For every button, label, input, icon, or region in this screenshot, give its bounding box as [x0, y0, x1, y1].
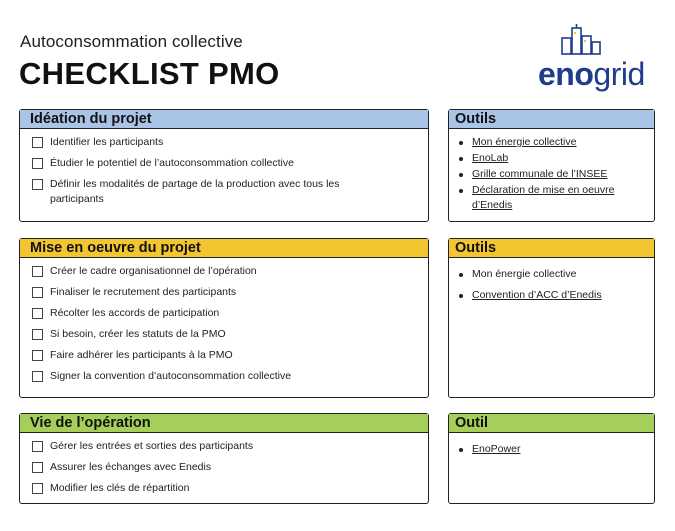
tool-item — [457, 167, 654, 182]
checklist-item-label: Faire adhérer les participants à la PMO — [50, 349, 233, 361]
checklist-item — [32, 264, 428, 279]
checklist-item-label: Finaliser le recrutement des participants — [50, 286, 237, 298]
bullet-icon — [459, 294, 463, 298]
checkbox[interactable] — [32, 137, 43, 148]
tools-title: Outils — [449, 239, 654, 258]
logo-wordmark — [538, 58, 645, 90]
bullet-icon — [459, 173, 463, 177]
checklist-item — [32, 135, 428, 150]
checklist-item-label: Créer le cadre organisationnel de l’opération — [50, 265, 257, 277]
checklist-item — [32, 481, 428, 496]
logo-eno: eno — [538, 56, 594, 92]
checkbox[interactable] — [32, 483, 43, 494]
tool-link[interactable]: EnoLab — [472, 152, 509, 164]
checkbox[interactable] — [32, 329, 43, 340]
checkbox[interactable] — [32, 158, 43, 169]
checklist-item-label: Assurer les échanges avec Enedis — [50, 461, 212, 473]
tool-link[interactable]: Grille communale de l’INSEE — [472, 168, 608, 180]
tool-link[interactable]: EnoPower — [472, 443, 521, 455]
logo-grid: grid — [593, 56, 645, 92]
tool-item — [457, 442, 654, 457]
enogrid-logo — [538, 24, 660, 96]
checklist-item-label: Définir les modalités de partage de la production avec tous les participants — [50, 178, 340, 205]
tool-label: Mon énergie collective — [472, 268, 577, 280]
bullet-icon — [459, 189, 463, 193]
section-title: Mise en oeuvre du projet — [20, 239, 428, 258]
tools-list — [449, 129, 654, 213]
tool-link[interactable]: Déclaration de mise en oeuvre d’Enedis — [472, 184, 615, 211]
checklist-item — [32, 439, 428, 454]
checklist-item — [32, 327, 428, 342]
checkbox[interactable] — [32, 179, 43, 190]
tool-item — [457, 267, 654, 282]
section-ideation — [19, 109, 429, 222]
page-title: CHECKLIST PMO — [19, 56, 280, 91]
checklist-item-label: Récolter les accords de participation — [50, 307, 220, 319]
checklist-item-label: Gérer les entrées et sorties des participants — [50, 440, 254, 452]
checklist-item — [32, 306, 428, 321]
bullet-icon — [459, 448, 463, 452]
checklist-item — [32, 156, 428, 171]
checklist-item — [32, 460, 428, 475]
tools-mise-en-oeuvre — [448, 238, 655, 398]
checklist-item-label: Modifier les clés de répartition — [50, 482, 190, 494]
checklist-item-label: Étudier le potentiel de l’autoconsommation collective — [50, 157, 294, 169]
tools-title: Outils — [449, 110, 654, 129]
section-title: Vie de l’opération — [20, 414, 428, 433]
checklist-item — [32, 285, 428, 300]
section-mise-en-oeuvre — [19, 238, 429, 398]
checklist — [20, 129, 428, 207]
bullet-icon — [459, 273, 463, 277]
section-vie-operation — [19, 413, 429, 504]
tool-item — [457, 151, 654, 166]
checkbox[interactable] — [32, 308, 43, 319]
checkbox[interactable] — [32, 462, 43, 473]
checklist-item-label: Si besoin, créer les statuts de la PMO — [50, 328, 226, 340]
tool-item — [457, 135, 654, 150]
checklist-item-label: Signer la convention d’autoconsommation collective — [50, 370, 292, 382]
tool-item — [457, 183, 654, 213]
checklist — [20, 433, 428, 496]
checklist — [20, 258, 428, 384]
section-title: Idéation du projet — [20, 110, 428, 129]
tools-vie-operation — [448, 413, 655, 504]
tools-ideation — [448, 109, 655, 222]
checklist-item — [32, 369, 428, 384]
tool-item — [457, 288, 654, 303]
checkbox[interactable] — [32, 266, 43, 277]
tool-link[interactable]: Convention d’ACC d’Enedis — [472, 289, 602, 301]
bullet-icon — [459, 141, 463, 145]
checklist-item — [32, 177, 428, 207]
checklist-item-label: Identifier les participants — [50, 136, 164, 148]
checkbox[interactable] — [32, 441, 43, 452]
subtitle: Autoconsommation collective — [20, 32, 243, 51]
tools-list — [449, 433, 654, 457]
bullet-icon — [459, 157, 463, 161]
checkbox[interactable] — [32, 371, 43, 382]
checklist-item — [32, 348, 428, 363]
tools-title: Outil — [449, 414, 654, 433]
checkbox[interactable] — [32, 287, 43, 298]
tool-link[interactable]: Mon énergie collective — [472, 136, 577, 148]
checkbox[interactable] — [32, 350, 43, 361]
tools-list — [449, 258, 654, 303]
